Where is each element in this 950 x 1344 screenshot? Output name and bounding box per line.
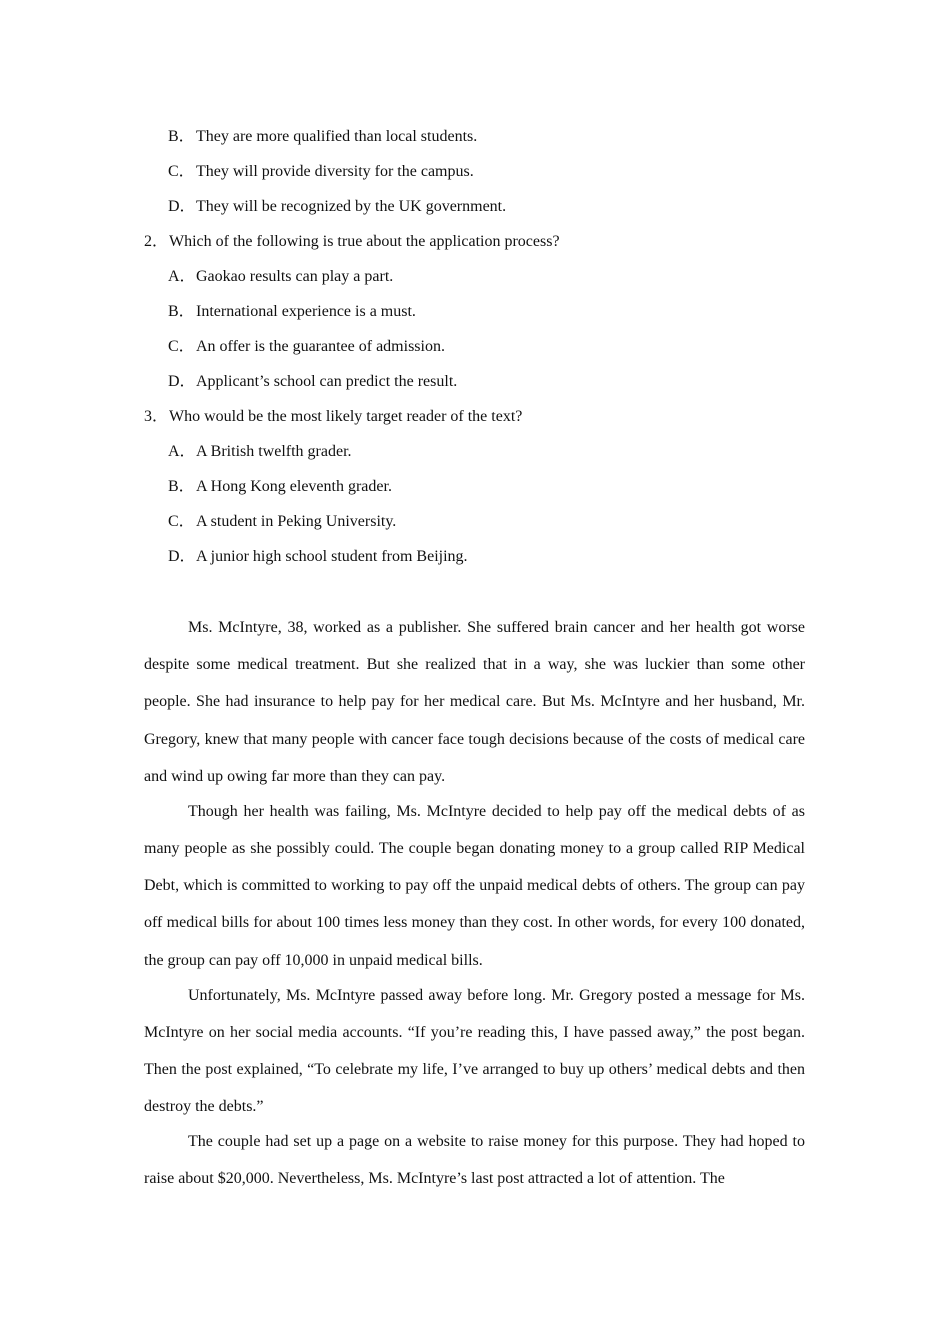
option-text: An offer is the guarantee of admission. [196,338,445,355]
question-number: 3． [144,408,169,425]
q2-option-a [168,267,393,287]
option-text: Gaokao results can play a part. [196,268,394,285]
option-text: A British twelfth grader. [196,443,352,460]
option-letter: B． [168,128,195,145]
question-3-stem [144,407,522,427]
option-letter: D． [168,373,196,390]
option-letter: B． [168,478,195,495]
q2-option-d [168,372,457,392]
question-text: Who would be the most likely target reader of the text? [169,408,523,425]
q1-option-c [168,162,474,182]
passage-paragraph-2: Though her health was failing, Ms. McIntyre decided to help pay off the medical debts of as many people as she possibly could. The couple began donating money to a group called RIP Medical Debt, which is committed to working to pay off the unpaid medical debts of others. The group can pay off medical bills for about 100 times less money than they cost. In other words, for every 100 donated, the group can pay off 10,000 in unpaid medical bills. [144,802,805,969]
option-text: They will be recognized by the UK government. [196,198,507,215]
passage-paragraph-1: Ms. McIntyre, 38, worked as a publisher. She suffered brain cancer and her health got worse despite some medical treatment. But she realized that in a way, she was luckier than some other people. She had insurance to help pay for her medical care. But Ms. McIntyre and her husband, Mr. Gregory, knew that many people with cancer face tough decisions because of the costs of medical care and wind up owing far more than they can pay. [144,619,805,785]
q3-option-a [168,442,352,462]
option-text: They are more qualified than local students. [196,128,478,145]
option-letter: C． [168,163,195,180]
q1-option-d [168,197,506,217]
option-letter: C． [168,338,195,355]
option-letter: D． [168,198,196,215]
option-letter: A． [168,268,196,285]
passage-paragraph-3: Unfortunately, Ms. McIntyre passed away before long. Mr. Gregory posted a message for Ms. McIntyre on her social media accounts. “If you’re reading this, I have passed away,” the post began. Then the post explained, “To celebrate my life, I’ve arranged to buy up others’ medical debts and then destroy the debts.” [144,986,805,1116]
q2-option-b [168,302,416,322]
q3-option-d [168,547,468,567]
question-2-stem [144,232,560,252]
q3-option-c [168,512,396,532]
option-text: Applicant’s school can predict the result. [196,373,458,390]
option-text: They will provide diversity for the campus. [196,163,474,180]
reading-passage [144,609,805,1196]
question-text: Which of the following is true about the application process? [169,233,560,250]
option-letter: C． [168,513,195,530]
option-letter: A． [168,443,196,460]
option-text: A junior high school student from Beijing. [196,548,468,565]
q2-option-c [168,337,445,357]
passage-paragraph-4: The couple had set up a page on a website to raise money for this purpose. They had hoped to raise about $20,000. Nevertheless, Ms. McIntyre’s last post attracted a lot of attention. The [144,1133,805,1188]
q1-option-b [168,127,477,147]
question-number: 2． [144,233,169,250]
option-text: A student in Peking University. [196,513,397,530]
option-letter: D． [168,548,196,565]
option-text: A Hong Kong eleventh grader. [196,478,392,495]
q3-option-b [168,477,392,497]
option-text: International experience is a must. [196,303,416,320]
option-letter: B． [168,303,195,320]
